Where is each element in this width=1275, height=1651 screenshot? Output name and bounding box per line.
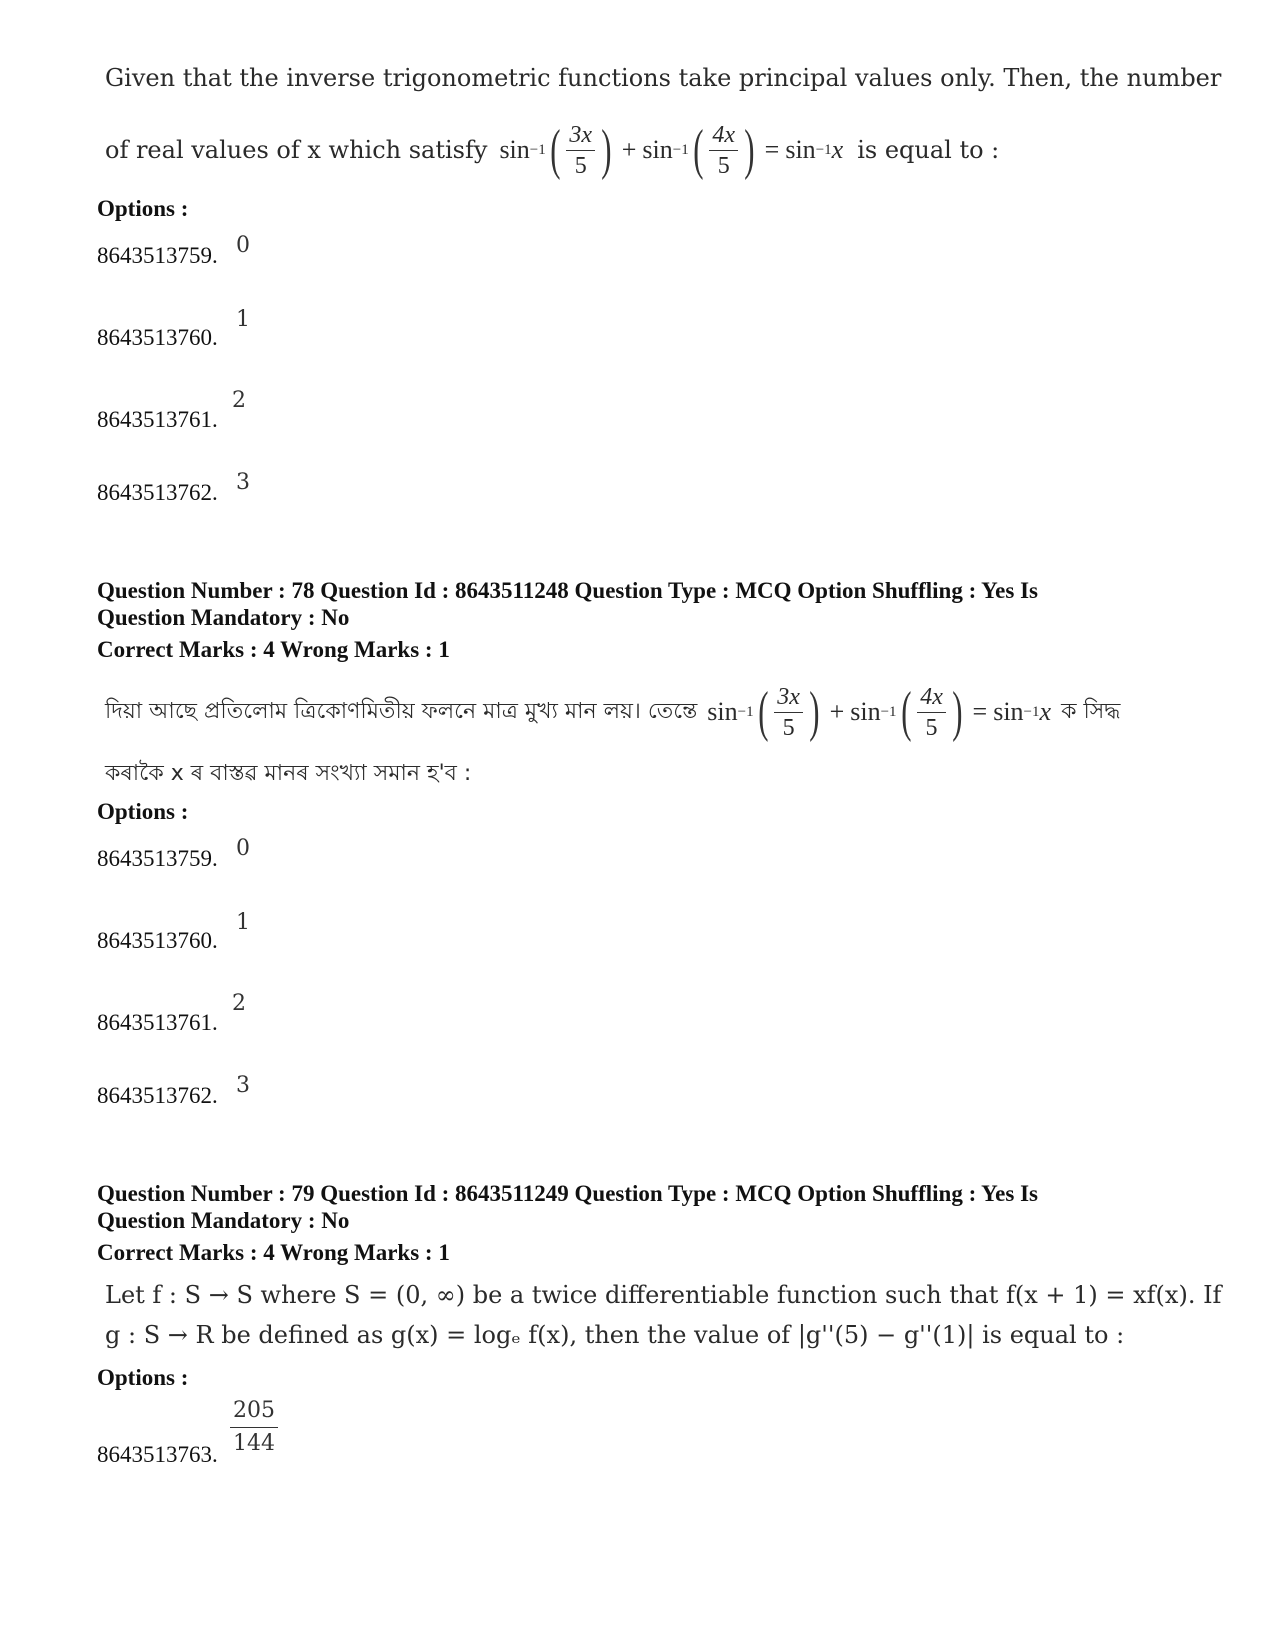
question-marks: Correct Marks : 4 Wrong Marks : 1 <box>97 1240 450 1265</box>
option-id: 8643513759. <box>97 243 218 268</box>
question-header: Question Number : 79 Question Id : 8643511249 Question Type : MCQ Option Shuffling : Yes Is <box>97 1181 1038 1206</box>
option-id: 8643513761. <box>97 407 218 432</box>
question-marks: Correct Marks : 4 Wrong Marks : 1 <box>97 637 450 662</box>
option-value: 0 <box>236 233 250 258</box>
fraction: $\frac{3x}{5}$ <box>774 685 803 740</box>
options-label: Options : <box>97 1365 189 1390</box>
question-text-line: Let f : S → S where S = (0, ∞) be a twice differentiable function such that f(x + 1) = xf(x). If <box>105 1281 1222 1309</box>
fraction-denominator: 144 <box>233 1431 275 1456</box>
question-text-suffix: is equal to : <box>857 136 1000 164</box>
option-id: 8643513760. <box>97 928 218 953</box>
option-id: 8643513760. <box>97 325 218 350</box>
fraction: $\frac{4x}{5}$ <box>709 123 738 178</box>
fraction-numerator: 205 <box>230 1398 278 1428</box>
question-text-line: Given that the inverse trigonometric functions take principal values only. Then, the number <box>105 64 1222 92</box>
option-value: 3 <box>236 1073 250 1098</box>
fraction: $\frac{4x}{5}$ <box>917 685 946 740</box>
option-id: 8643513759. <box>97 846 218 871</box>
option-value: 1 <box>236 910 250 935</box>
fraction: $\frac{3x}{5}$ <box>566 123 595 178</box>
question-equation-line <box>105 118 999 182</box>
option-value: 2 <box>232 388 246 413</box>
option-id: 8643513762. <box>97 1083 218 1108</box>
options-label: Options : <box>97 196 189 221</box>
option-value: 2 <box>232 991 246 1016</box>
question-text-prefix: of real values of x which satisfy <box>105 136 488 164</box>
equation: sin −1 ( $\frac{3x}{5}$ ) + sin −1 ( $\frac{4x}{5}$ ) = sin −1 x <box>499 119 844 181</box>
question-text-suffix: ক সিদ্ধ <box>1061 698 1121 724</box>
options-label: Options : <box>97 799 189 824</box>
question-equation-line <box>105 680 1120 744</box>
option-fraction <box>230 1398 278 1455</box>
question-text-line: কৰাকৈ x ৰ বাস্তৱ মানৰ সংখ্যা সমান হ'ব : <box>105 761 472 786</box>
question-mandatory: Question Mandatory : No <box>97 1208 350 1233</box>
option-id: 8643513763. <box>97 1442 218 1467</box>
question-text-prefix: দিয়া আছে প্ৰতিলোম ত্ৰিকোণমিতীয় ফলনে মাত্ৰ মুখ্য মান লয়। তেন্তে <box>105 698 698 724</box>
option-value: 0 <box>236 836 250 861</box>
sin-label: sin <box>499 135 530 164</box>
equation: sin −1 ( $\frac{3x}{5}$ ) + sin −1 ( $\frac{4x}{5}$ ) = sin −1 x <box>707 681 1052 743</box>
question-mandatory: Question Mandatory : No <box>97 605 350 630</box>
option-value: 1 <box>236 307 250 332</box>
inverse-exponent: −1 <box>529 141 546 158</box>
option-id: 8643513762. <box>97 480 218 505</box>
question-text-line: g : S → R be defined as g(x) = logₑ f(x), then the value of |g''(5) − g''(1)| is equal to : <box>105 1321 1125 1349</box>
option-id: 8643513761. <box>97 1010 218 1035</box>
question-header: Question Number : 78 Question Id : 8643511248 Question Type : MCQ Option Shuffling : Yes Is <box>97 578 1038 603</box>
option-value: 3 <box>236 470 250 495</box>
